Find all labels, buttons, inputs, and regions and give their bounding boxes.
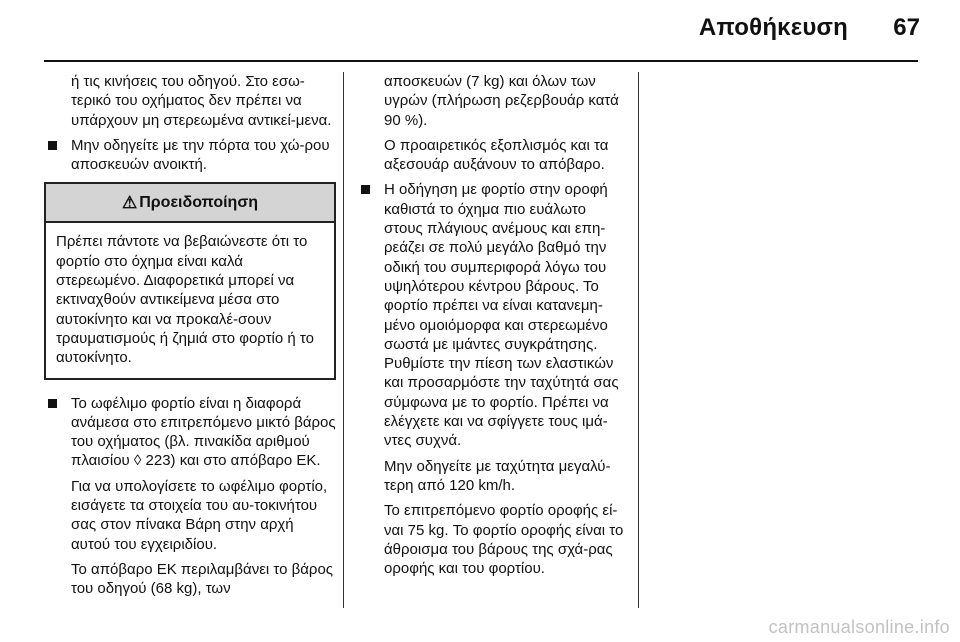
right-paragraph-4: Το επιτρεπόμενο φορτίο οροφής εί-ναι 75 kg. Το φορτίο οροφής είναι το άθροισμα του βάρους της σχά-ρας οροφής και του φορτίου. [384,502,624,578]
page-header [0,0,960,62]
right-paragraph-3: Μην οδηγείτε με ταχύτητα μεγαλύ-τερη από 120 km/h. [384,457,611,494]
left-bullet-1-text: Μην οδηγείτε με την πόρτα του χώ-ρου αποσκευών ανοικτή. [71,136,330,174]
left-bullet-item-2 [44,394,336,471]
left-paragraph-2: Το απόβαρο ΕΚ περιλαμβάνει το βάρος του οδηγού (68 kg), των [71,560,334,598]
column-divider-right [638,72,639,608]
left-column [44,72,336,605]
warning-header [46,184,334,223]
header-rule [44,60,918,62]
left-bullet-2-text: Το ωφέλιμο φορτίο είναι η διαφορά ανάμεσα στο επιτρεπόμενο μικτό βάρος του οχήματος (βλ. πινακίδα αριθμού πλαισίου ◊ 223) και στο απόβαρο ΕΚ. [71,394,336,470]
right-bullet-1-text: Η οδήγηση με φορτίο στην οροφή καθιστά το όχημα πιο ευάλωτο στους πλάγιους ανέμους και επη-ρεάζει σε πολύ μεγάλο βαθμό την οδική του συμπεριφορά λόγω του υψηλότερου κέντρου βάρους. Το φορτίο πρέπει να είναι κατανεμη-μένο ομοιόμορφα και στερεωμένο σωστά με ιμάντες συγκράτησης. Ρυθμίστε την πίεση των ελαστικών και προσαρμόστε την ταχύτητά σας σύμφωνα με το φορτίο. Πρέπει να ελέγχετε και να σφίγγετε τους ιμά-ντες συχνά. [384,181,619,450]
right-paragraph-2: Ο προαιρετικός εξοπλισμός και τα αξεσουάρ αυξάνουν το απόβαρο. [384,136,609,174]
section-title: Αποθήκευση [698,14,848,41]
left-intro-paragraph: ή τις κινήσεις του οδηγού. Στο εσω-τερικό του οχήματος δεν πρέπει να υπάρχουν μη στερεωμένα αντικεί-μενα. [71,73,332,129]
right-paragraph-1: αποσκευών (7 kg) και όλων των υγρών (πλήρωση ρεζερβουάρ κατά 90 %). [384,73,619,129]
bullet-square-icon [48,141,57,150]
watermark-text: carmanualsonline.info [768,617,950,637]
warning-body: Πρέπει πάντοτε να βεβαιώνεστε ότι το φορτίο στο όχημα είναι καλά στερεωμένο. Διαφορετικά μπορεί να εκτιναχθούν αντικείμενα μέσα στο αυτοκίνητο και να προκαλέ-σουν τραυματισμούς ή ζημιά στο φορτίο ή το αυτοκίνητο. [56,233,314,367]
left-paragraph-1: Για να υπολογίσετε το ωφέλιμο φορτίο, εισάγετε τα στοιχεία του αυ-τοκινήτου σας στον πίνακα Βάρη στην αρχή αυτού του εγχειριδίου. [71,477,328,553]
warning-title: Προειδοποίηση [139,194,259,212]
left-bullet-item-1 [44,136,336,175]
warning-box [44,182,336,379]
warning-triangle-icon: ⚠ [121,193,138,213]
column-divider-left [343,72,344,608]
bullet-square-icon [361,185,370,194]
right-bullet-item-1 [357,180,627,450]
bullet-square-icon [48,399,57,408]
page-number: 67 [893,14,920,41]
right-column [357,72,627,584]
